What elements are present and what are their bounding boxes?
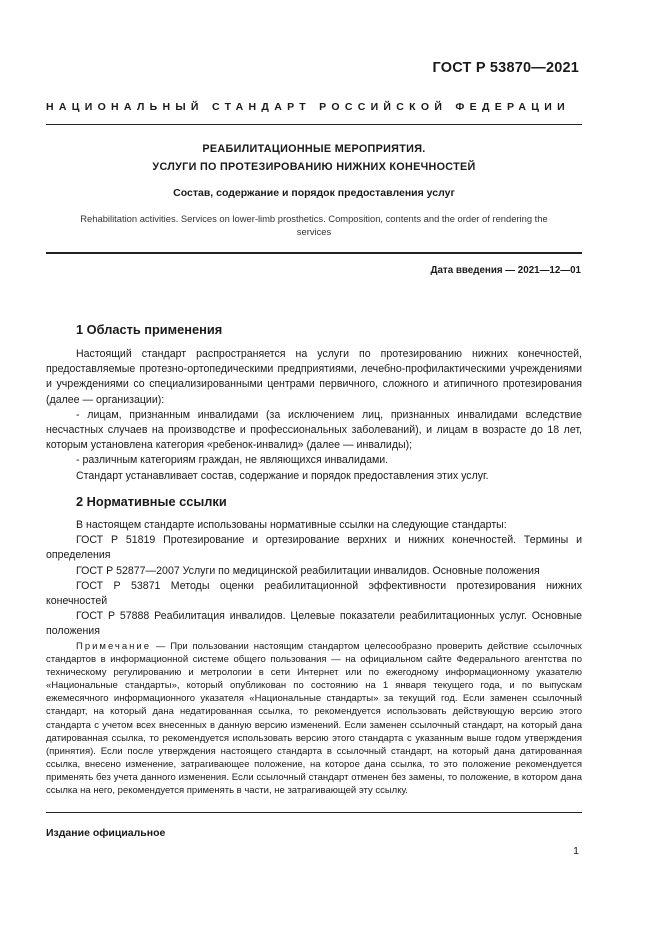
reference-item: ГОСТ Р 53871 Методы оценки реабилитационной эффективности протезирования нижних конечностей — [46, 579, 582, 608]
document-code: ГОСТ Р 53870—2021 — [432, 60, 579, 76]
english-title: Rehabilitation activities. Services on lower-limb prosthetics. Composition, contents and the order of rendering the services — [80, 213, 548, 237]
title-line-2: УСЛУГИ ПО ПРОТЕЗИРОВАНИЮ НИЖНИХ КОНЕЧНОСТЕЙ — [152, 161, 476, 173]
note-text: — При пользовании настоящим стандартом целесообразно проверить действие ссылочных стандартов в информационной системе общего пользования — на официальном сайте Федерального агентства по техническому регулированию и метрологии в сети Интернет или по ежегодному информационному указателю «Национальные стандарты», который опубликован по состоянию на 1 января текущего года, и по выпускам ежемесячного информационного указателя «Национальные стандарты» за текущий год. Если заменен ссылочный стандарт, на который дана недатированная ссылка, то рекомендуется использовать действующую версию этого стандарта с учетом всех внесенных в данную версию изменений. Если заменен ссылочный стандарт, на который дана датированная ссылка, то рекомендуется использовать версию этого стандарта с указанным выше годом утверждения (принятия). Если после утверждения настоящего стандарта в ссылочный стандарт, на который дана датированная ссылка, внесено изменение, затрагивающее положение, на которое дана ссылка, то это положение рекомендуется применять без учета данного изменения. Если ссылочный стандарт отменен без замены, то положение, в котором дана ссылка на него, рекомендуется применять в части, не затрагивающей эту ссылку. — [46, 641, 582, 797]
title-divider — [46, 252, 582, 254]
reference-item: ГОСТ Р 52877—2007 Услуги по медицинской реабилитации инвалидов. Основные положения — [76, 564, 540, 577]
note — [46, 640, 582, 797]
section-2-body — [46, 518, 582, 640]
header-divider — [46, 124, 582, 125]
note-label: Примечание — [76, 641, 151, 652]
section-2-intro: В настоящем стандарте использованы нормативные ссылки на следующие стандарты: — [76, 519, 507, 531]
section-1-heading: 1 Область применения — [76, 322, 223, 337]
title-line-1: РЕАБИЛИТАЦИОННЫЕ МЕРОПРИЯТИЯ. — [202, 143, 426, 155]
introduction-date: Дата введения — 2021—12—01 — [430, 265, 581, 276]
page-number: 1 — [573, 845, 579, 857]
official-edition-label: Издание официальное — [46, 827, 166, 839]
reference-item: ГОСТ Р 57888 Реабилитация инвалидов. Целевые показатели реабилитационных услуг. Основные положения — [46, 610, 582, 638]
section-1-list-item: - различным категориям граждан, не являющихся инвалидами. — [76, 454, 389, 467]
reference-item: ГОСТ Р 51819 Протезирование и ортезирование верхних и нижних конечностей. Термины и определения — [46, 534, 582, 562]
section-1-paragraph: Настоящий стандарт распространяется на услуги по протезированию нижних конечностей, предоставляемые протезно-ортопедическими предприятиями, лечебно-профилактическими учреждениями и учреждениями со специализированными центрами первичного, сложного и атипичного протезирования (далее — организации): — [46, 348, 582, 406]
section-2-heading: 2 Нормативные ссылки — [76, 494, 227, 509]
footer-divider — [46, 812, 582, 813]
section-1-paragraph: Стандарт устанавливает состав, содержание и порядок предоставления этих услуг. — [76, 469, 489, 482]
national-standard-banner: НАЦИОНАЛЬНЫЙ СТАНДАРТ РОССИЙСКОЙ ФЕДЕРАЦИИ — [46, 101, 570, 113]
subtitle: Состав, содержание и порядок предоставления услуг — [173, 187, 455, 199]
section-1-list-item: - лицам, признанным инвалидами (за исключением лиц, признанных инвалидами вследствие несчастных случаев на производстве и профессиональных заболеваний), и лицам в возрасте до 18 лет, которым установлена категория «ребенок-инвалид» (далее — инвалиды); — [46, 408, 582, 452]
section-1-body — [46, 347, 582, 484]
